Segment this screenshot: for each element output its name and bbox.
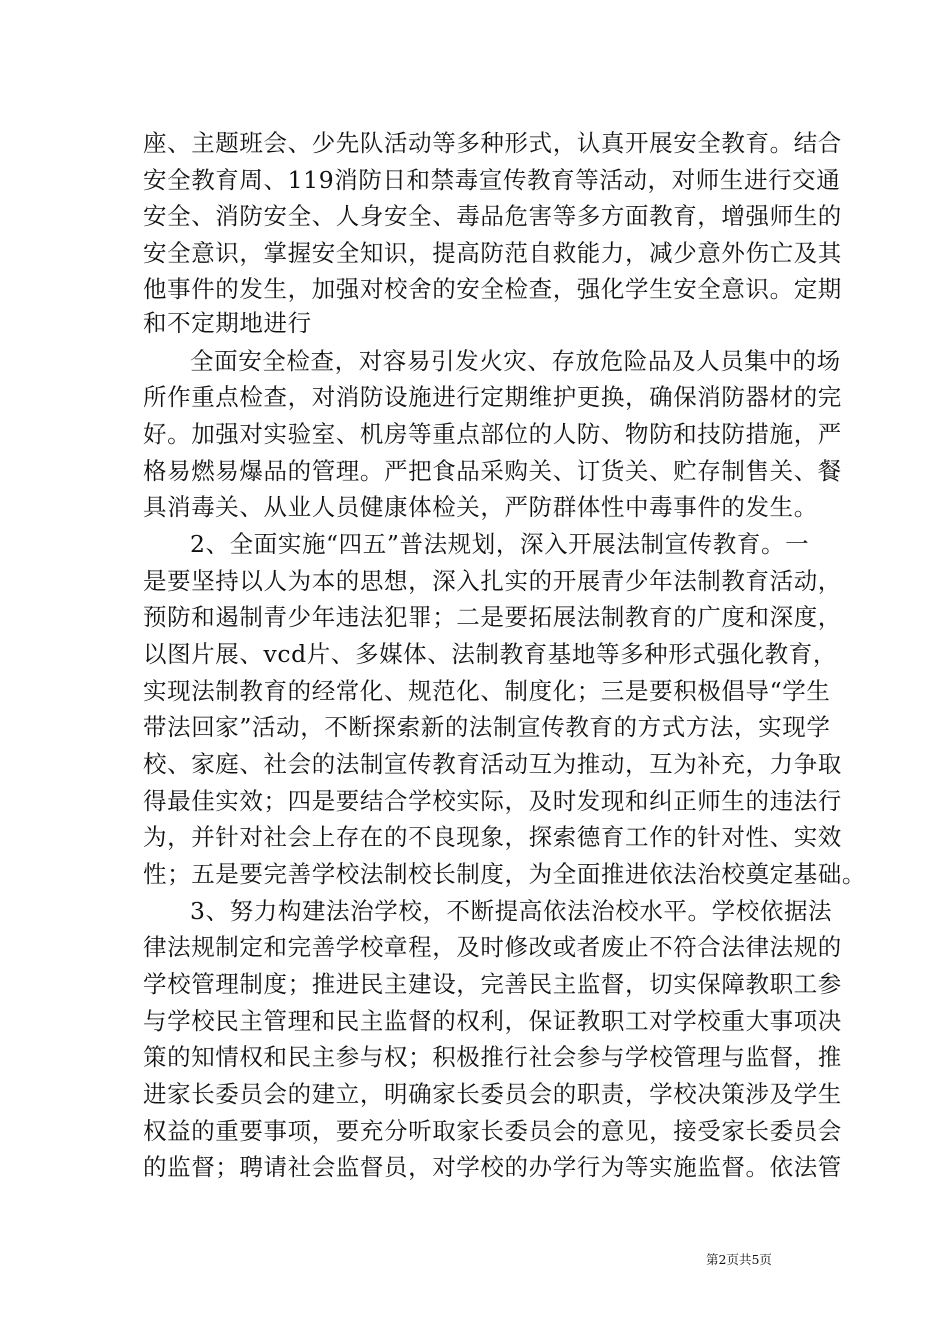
- text-line: 格易燃易爆品的管理。严把食品采购关、订货关、贮存制售关、餐: [143, 457, 842, 485]
- text-line: 具消毒关、从业人员健康体检关，严防群体性中毒事件的发生。: [143, 493, 818, 521]
- text-line: 他事件的发生，加强对校舍的安全检查，强化学生安全意识。定期: [143, 275, 842, 303]
- text-line: 是要坚持以人为本的思想，深入扎实的开展青少年法制教育活动，: [143, 567, 842, 595]
- text-line: 策的知情权和民主参与权；积极推行社会参与学校管理与监督，推: [143, 1043, 842, 1071]
- text-line: 安全意识，掌握安全知识，提高防范自救能力，减少意外伤亡及其: [143, 239, 842, 267]
- text-line: 安全教育周、119消防日和禁毒宣传教育等活动，对师生进行交通: [143, 166, 841, 194]
- page-number-footer: 第2页共5页: [706, 1252, 772, 1267]
- text-line: 学校管理制度；推进民主建设，完善民主监督，切实保障教职工参: [143, 970, 842, 998]
- text-line: 律法规制定和完善学校章程，及时修改或者废止不符合法律法规的: [143, 933, 842, 961]
- text-line: 性；五是要完善学校法制校长制度，为全面推进依法治校奠定基础。: [143, 860, 866, 888]
- text-line: 权益的重要事项，要充分听取家长委员会的意见，接受家长委员会: [143, 1117, 842, 1145]
- text-line: 实现法制教育的经常化、规范化、制度化；三是要积极倡导“学生: [143, 677, 831, 705]
- text-line: 带法回家”活动，不断探索新的法制宣传教育的方式方法，实现学: [143, 713, 831, 741]
- text-line: 预防和遏制青少年违法犯罪；二是要拓展法制教育的广度和深度，: [143, 603, 842, 631]
- text-line: 座、主题班会、少先队活动等多种形式，认真开展安全教育。结合: [143, 129, 842, 157]
- text-line: 得最佳实效；四是要结合学校实际，及时发现和纠正师生的违法行: [143, 787, 842, 815]
- text-line: 2、全面实施“四五”普法规划，深入开展法制宣传教育。一: [190, 530, 810, 558]
- text-line: 所作重点检查，对消防设施进行定期维护更换，确保消防器材的完: [143, 383, 842, 411]
- text-line: 进家长委员会的建立，明确家长委员会的职责，学校决策涉及学生: [143, 1080, 842, 1108]
- text-line: 校、家庭、社会的法制宣传教育活动互为推动，互为补充，力争取: [143, 750, 842, 778]
- text-line: 好。加强对实验室、机房等重点部位的人防、物防和技防措施，严: [143, 420, 842, 448]
- text-line: 全面安全检查，对容易引发火灾、存放危险品及人员集中的场: [190, 347, 841, 375]
- text-line: 3、努力构建法治学校，不断提高依法治校水平。学校依据法: [190, 897, 833, 925]
- text-line: 的监督；聘请社会监督员，对学校的办学行为等实施监督。依法管: [143, 1153, 842, 1181]
- text-line: 安全、消防安全、人身安全、毒品危害等多方面教育，增强师生的: [143, 202, 842, 230]
- text-line: 与学校民主管理和民主监督的权利，保证教职工对学校重大事项决: [143, 1007, 842, 1035]
- text-line: 和不定期地进行: [143, 309, 312, 337]
- text-line: 以图片展、vcd片、多媒体、法制教育基地等多种形式强化教育，: [143, 640, 837, 668]
- text-line: 为，并针对社会上存在的不良现象，探索德育工作的针对性、实效: [143, 823, 842, 851]
